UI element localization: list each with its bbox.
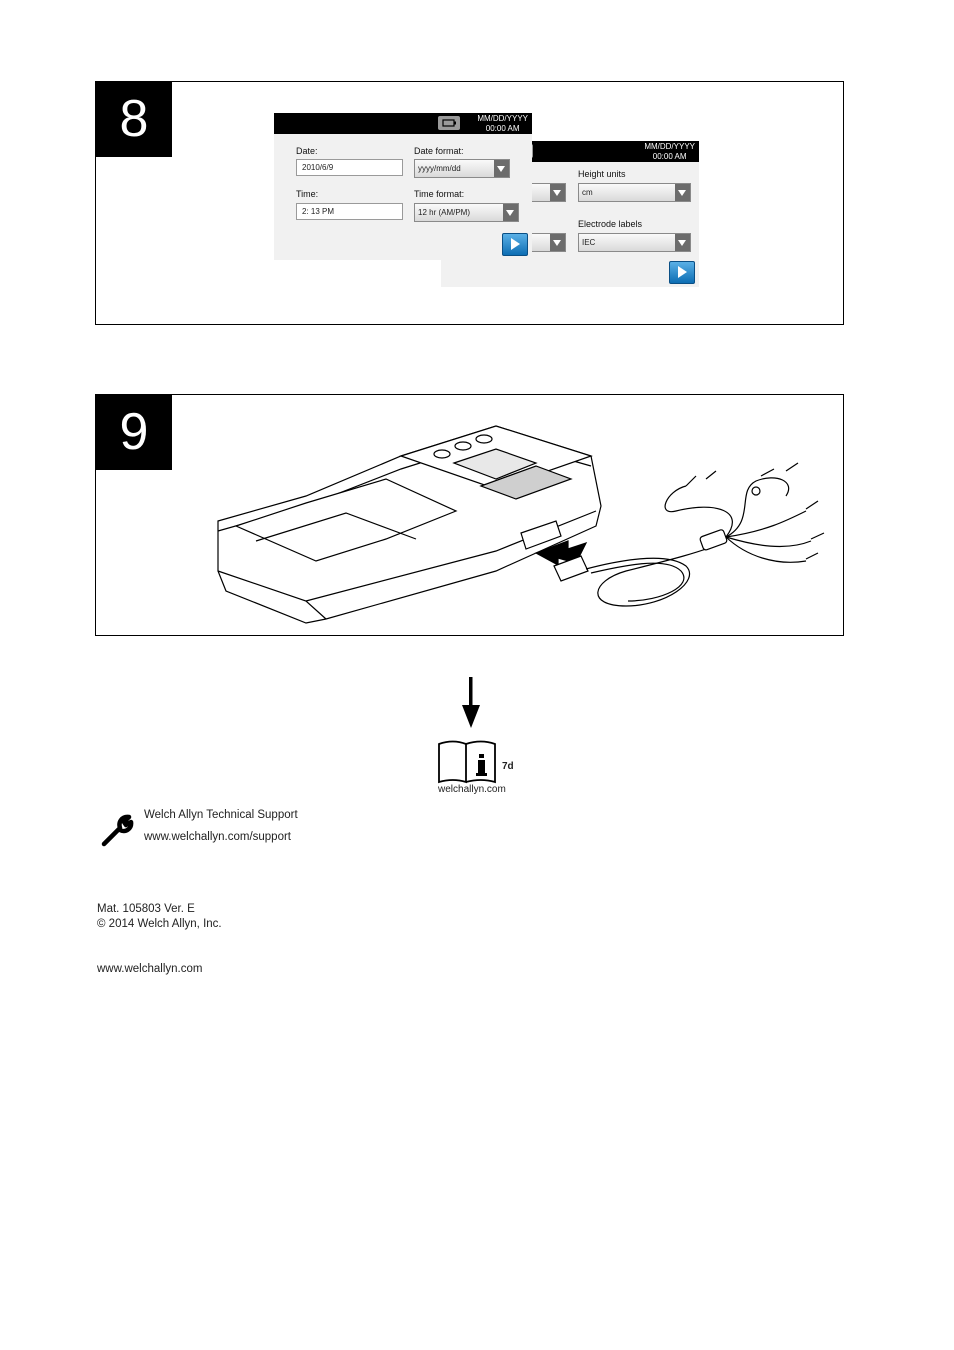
next-button[interactable]	[502, 233, 528, 256]
website-link[interactable]: www.welchallyn.com	[97, 963, 203, 975]
down-arrow-icon	[550, 234, 565, 251]
status-datetime: MM/DD/YYYY 00:00 AM	[644, 142, 695, 161]
time-format-label: Time format:	[414, 189, 465, 199]
date-label: Date:	[296, 146, 318, 156]
status-bar	[274, 113, 532, 134]
height-units-dropdown[interactable]: cm	[578, 183, 691, 202]
support-url[interactable]: www.welchallyn.com/support	[144, 831, 292, 843]
height-units-label: Height units	[578, 169, 626, 179]
settings-screen-1	[274, 113, 532, 260]
electrode-labels-label: Electrode labels	[578, 219, 643, 229]
down-arrow-icon	[494, 160, 509, 177]
battery-icon	[438, 116, 460, 130]
material-number: Mat. 105803 Ver. E	[97, 903, 195, 915]
status-datetime: MM/DD/YYYY 00:00 AM	[477, 114, 528, 133]
manual-website: welchallyn.com	[438, 784, 506, 795]
down-arrow-icon	[461, 677, 481, 729]
date-format-label: Date format:	[414, 146, 464, 156]
down-arrow-icon	[503, 204, 518, 221]
manual-reference: 7d	[502, 761, 514, 772]
support-title: Welch Allyn Technical Support	[144, 809, 298, 821]
step-9-panel	[95, 394, 844, 636]
date-field[interactable]: 2010/6/9	[296, 159, 403, 176]
step-number: 8	[96, 82, 172, 157]
step-number: 9	[96, 395, 172, 470]
down-arrow-icon	[675, 184, 690, 201]
ecg-device-illustration	[196, 401, 836, 629]
electrode-labels-dropdown[interactable]: IEC	[578, 233, 691, 252]
next-button[interactable]	[669, 261, 695, 284]
time-field[interactable]: 2: 13 PM	[296, 203, 403, 220]
time-format-dropdown[interactable]: 12 hr (AM/PM)	[414, 203, 519, 222]
down-arrow-icon	[675, 234, 690, 251]
step-8-panel	[95, 81, 844, 325]
time-label: Time:	[296, 189, 319, 199]
manual-info-icon	[437, 738, 499, 784]
copyright: © 2014 Welch Allyn, Inc.	[97, 918, 222, 930]
down-arrow-icon	[550, 184, 565, 201]
date-format-dropdown[interactable]: yyyy/mm/dd	[414, 159, 510, 178]
wrench-icon	[98, 812, 134, 848]
